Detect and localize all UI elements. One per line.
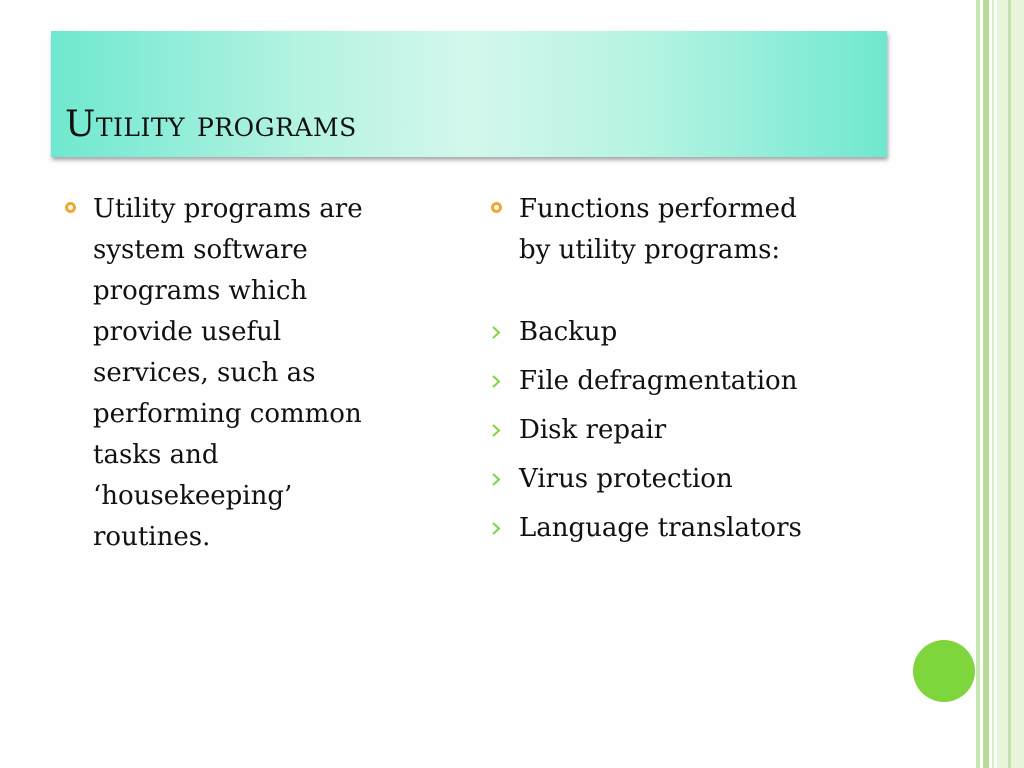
title-bar (51, 31, 887, 157)
list-item (488, 410, 908, 451)
functions-list (488, 312, 908, 549)
right-column (488, 189, 908, 557)
left-bullet (62, 189, 462, 558)
right-bullet (488, 189, 908, 271)
list-item-label: Backup (519, 317, 618, 347)
circle-bullet-icon (65, 202, 76, 213)
list-item-label: File defragmentation (519, 366, 798, 396)
decorative-stripe (976, 0, 980, 768)
list-item-label: Virus protection (519, 464, 733, 494)
right-intro: Functions performed by utility programs: (519, 194, 797, 265)
list-item-label: Language translators (519, 513, 802, 543)
slide-title: Utility programs (65, 104, 357, 145)
list-item (488, 361, 908, 402)
decorative-stripe (992, 0, 994, 768)
list-item (488, 459, 908, 500)
chevron-right-icon (492, 473, 501, 486)
left-paragraph: Utility programs are system software programs which provide useful services, such as performing common tasks and ‘housekeeping’ routines. (93, 194, 363, 552)
list-item (488, 508, 908, 549)
chevron-right-icon (492, 522, 501, 535)
list-item (488, 312, 908, 353)
decorative-stripe (1008, 0, 1011, 768)
left-column (62, 189, 462, 558)
circle-bullet-icon (491, 202, 502, 213)
chevron-right-icon (492, 326, 501, 339)
chevron-right-icon (492, 424, 501, 437)
decorative-circle (913, 640, 975, 702)
chevron-right-icon (492, 375, 501, 388)
list-item-label: Disk repair (519, 415, 667, 445)
decorative-stripe (983, 0, 989, 768)
